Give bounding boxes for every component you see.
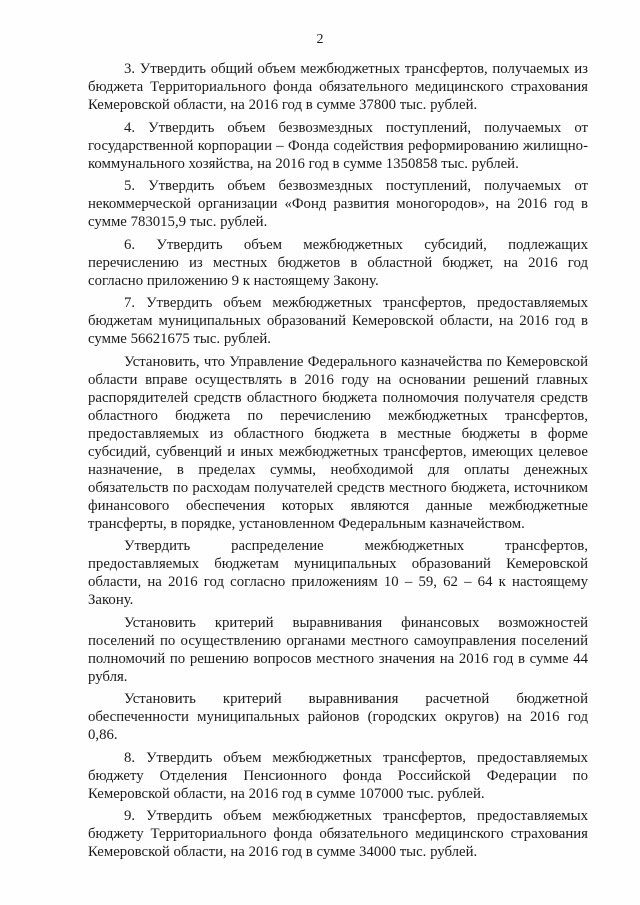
paragraph-6-local-subsidies: 6. Утвердить объем межбюджетных субсидий, подлежащих перечислению из местных бюджетов в областной бюджет, на 2016 год согласно приложению 9 к настоящему Закону. — [88, 236, 588, 289]
page-number: 2 — [316, 32, 324, 47]
paragraph-7-municipal-transfers: 7. Утвердить объем межбюджетных трансфертов, предоставляемых бюджетам муниципальных образований Кемеровской области, на 2016 год в сумме 56621675 тыс. рублей. — [88, 295, 588, 347]
paragraph-settlement-equalization-criterion: Установить критерий выравнивания финансовых возможностей поселений по осуществлению органами местного самоуправления поселений полномочий по решению вопросов местного значения на 2016 год в сумме 44 рубля. — [88, 614, 588, 685]
paragraph-5-monotown-fund-receipts: 5. Утвердить объем безвозмездных поступлений, получаемых от некоммерческой организации «Фонд развития моногородов», на 2016 год в сумме 783015,9 тыс. рублей. — [88, 178, 588, 230]
paragraph-9-tfoms-transfers: 9. Утвердить объем межбюджетных трансфертов, предоставляемых бюджету Территориального фонда обязательного медицинского страхования Кемеровской области, на 2016 год в сумме 34000 тыс. рублей. — [88, 808, 588, 860]
paragraph-district-equalization-criterion: Установить критерий выравнивания расчетной бюджетной обеспеченности муниципальных районов (городских округов) на 2016 год 0,86. — [88, 691, 588, 743]
paragraph-8-pension-fund-transfers: 8. Утвердить объем межбюджетных трансфертов, предоставляемых бюджету Отделения Пенсионного фонда Российской Федерации по Кемеровской области, на 2016 год в сумме 107000 тыс. рублей. — [88, 749, 588, 802]
paragraph-4-housing-fund-receipts: 4. Утвердить объем безвозмездных поступлений, получаемых от государственной корпорации – Фонда содействия реформированию жилищно-коммунального хозяйства, на 2016 год в сумме 1350858 тыс. рублей. — [88, 119, 588, 172]
document-body — [88, 60, 588, 866]
paragraph-transfer-distribution: Утвердить распределение межбюджетных трансфертов, предоставляемых бюджетам муниципальных образований Кемеровской области, на 2016 год согласно приложениям 10 – 59, 62 – 64 к настоящему Закону. — [88, 538, 588, 608]
paragraph-treasury-authority: Установить, что Управление Федерального казначейства по Кемеровской области вправе осуществлять в 2016 году на основании решений главных распорядителей средств областного бюджета полномочия получателя средств областного бюджета по перечислению межбюджетных трансфертов, предоставляемых из областного бюджета в местные бюджеты в форме субсидий, субвенций и иных межбюджетных трансфертов, имеющих целевое назначение, в пределах суммы, необходимой для оплаты денежных обязательств по расходам получателей средств местного бюджета, источником финансового обеспечения которых являются данные межбюджетные трансферты, в порядке, установленном Федеральным казначейством. — [88, 353, 588, 532]
paragraph-3-transfers-from-tfoms: 3. Утвердить общий объем межбюджетных трансфертов, получаемых из бюджета Территориального фонда обязательного медицинского страхования Кемеровской области, на 2016 год в сумме 37800 тыс. рублей. — [88, 61, 588, 113]
